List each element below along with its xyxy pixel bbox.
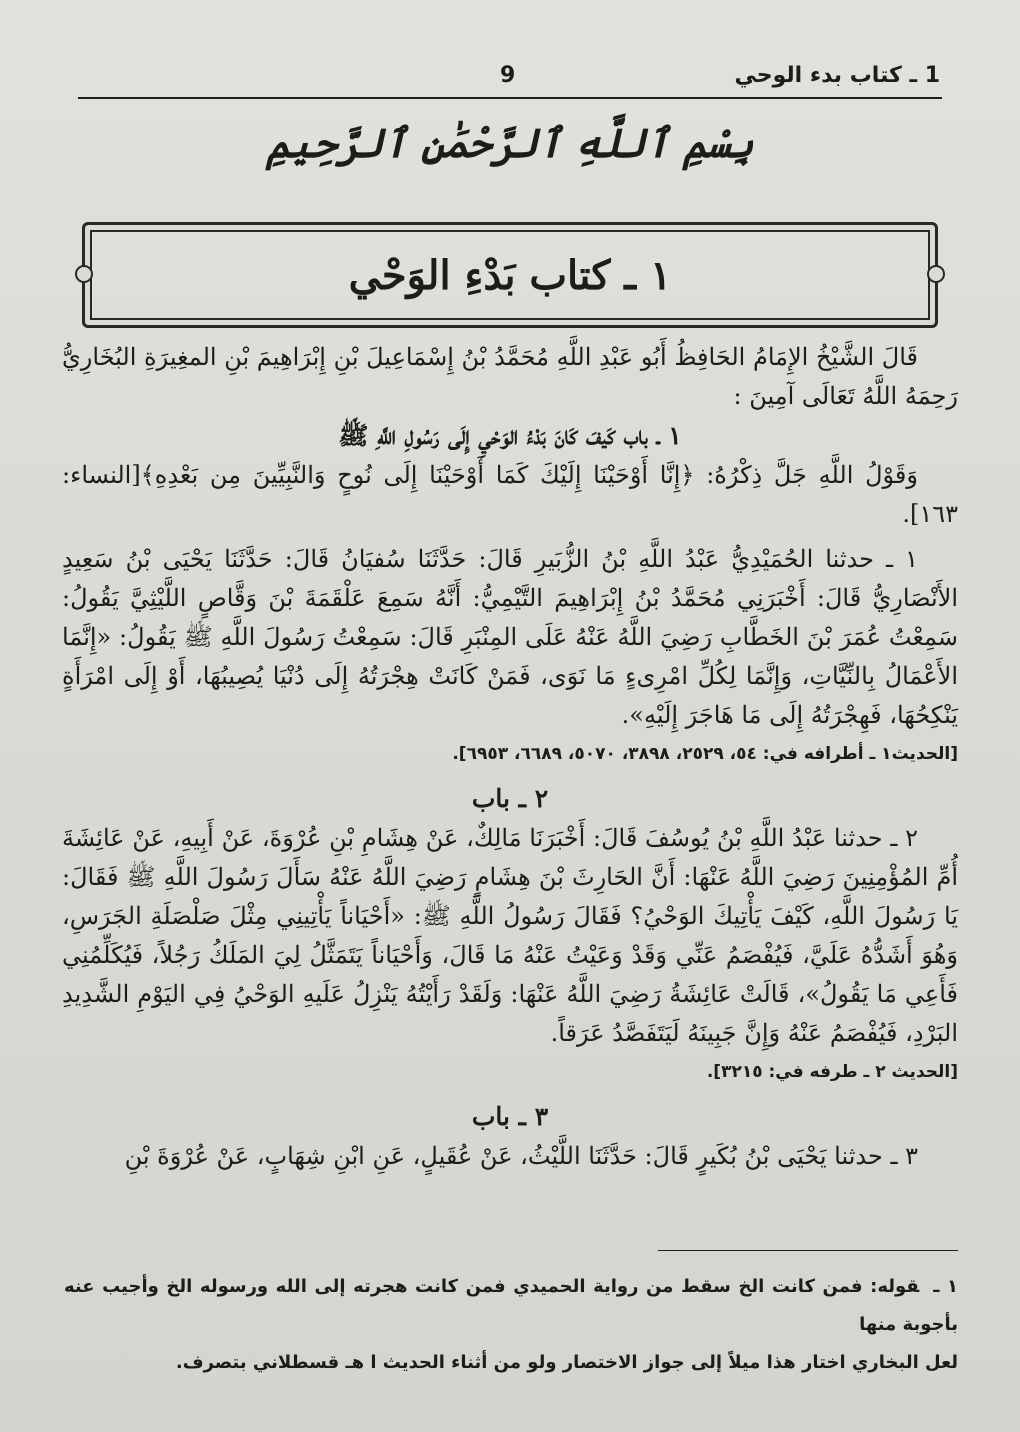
- footnote-divider: [658, 1250, 958, 1251]
- footnotes: [64, 1268, 958, 1382]
- bab3-heading: ٣ ـ باب: [471, 1102, 549, 1131]
- hadith-2: ٢ ـ حدثنا عَبْدُ اللَّهِ بْنُ يُوسُفَ قَالَ: أَخْبَرَنَا مَالِكٌ، عَنْ هِشَامِ بْنِ عُرْوَةَ، عَنْ أَبِيهِ، عَنْ عَائِشَةَ أُمِّ المُؤْمِنِينَ رَضِيَ اللَّهُ عَنْهَا: أَنَّ الحَارِثَ بْنَ هِشَامٍ رَضِيَ اللَّهُ عَنْهُ سَأَلَ رَسُولَ اللَّهِ ﷺ فَقَالَ: يَا رَسُولَ اللَّهِ، كَيْفَ يَأْتِيكَ الوَحْيُ؟ فَقَالَ رَسُولُ اللَّهِ ﷺ: «أَحْيَاناً يَأْتِينِي مِثْلَ صَلْصَلَةِ الجَرَسِ، وَهُوَ أَشَدُّهُ عَلَيَّ، فَيُفْصَمُ عَنِّي وَقَدْ وَعَيْتُ عَنْهُ مَا قَالَ، وَأَحْيَاناً يَتَمَثَّلُ لِيَ المَلَكُ رَجُلاً، فَيُكَلِّمُنِي فَأَعِي مَا يَقُولُ»، قَالَتْ عَائِشَةُ رَضِيَ اللَّهُ عَنْهَا: وَلَقَدْ رَأَيْتُهُ يَنْزِلُ عَلَيهِ الوَحْيُ فِي اليَوْمِ الشَّدِيدِ البَرْدِ، فَيُفْصَمُ عَنْهُ وَإِنَّ جَبِينَهُ لَيَتَفَصَّدُ عَرَقاً.: [62, 824, 958, 1047]
- hadith-1-reference: [الحديث١ ـ أطرافه في: ٥٤، ٢٥٢٩، ٣٨٩٨، ٥٠٧٠، ٦٦٨٩، ٦٩٥٣].: [452, 744, 958, 764]
- footnote-line-1: قوله: فمن كانت الخ سقط من رواية الحميدي فمن كانت هجرته إلى الله ورسوله الخ وأجيب عنه بأجوبة منها: [64, 1276, 958, 1335]
- bab1-heading: ١ ـ باب كَيفَ كَانَ بَدْءُ الوَحْيِ إِلَى رَسُولِ اللَّهِ ﷺ: [338, 421, 682, 450]
- book-title-frame: [82, 222, 938, 328]
- hadith-3-start: ٣ ـ حدثنا يَحْيَى بْنُ بُكَيرٍ قَالَ: حَدَّثَنَا اللَّيْثُ، عَنْ عُقَيلٍ، عَنِ ابْنِ شِهَابٍ، عَنْ عُرْوَةَ بْنِ: [124, 1142, 918, 1170]
- book-title: ١ ـ كتاب بَدْءِ الوَحْي: [348, 251, 672, 299]
- hadith-2-reference: [الحديث ٢ ـ طرفه في: ٣٢١٥].: [706, 1062, 958, 1082]
- footnote-1: [64, 1268, 958, 1344]
- basmala: بِسْمِ ٱللَّهِ ٱلرَّحْمَٰنِ ٱلرَّحِيمِ: [266, 120, 754, 167]
- main-text: [62, 338, 958, 1176]
- page-number: 9: [500, 63, 516, 88]
- header-divider: [78, 97, 942, 99]
- intro-paragraph: قَالَ الشَّيْخُ الإِمَامُ الحَافِظُ أَبُو عَبْدِ اللَّهِ مُحَمَّدُ بْنُ إِسْمَاعِيلَ بْنِ إِبْرَاهِيمَ بْنِ المغِيرَةِ البُخَارِيُّ رَحِمَهُ اللَّهُ تَعَالَى آمِينَ :: [62, 343, 958, 410]
- hadith-1: ١ ـ حدثنا الحُمَيْدِيُّ عَبْدُ اللَّهِ بْنُ الزُّبَيرِ قَالَ: حَدَّثَنَا سُفيَانُ قَالَ: حَدَّثَنَا يَحْيَى بْنُ سَعِيدٍ الأَنْصَارِيُّ قَالَ: أَخْبَرَنِي مُحَمَّدُ بْنُ إِبْرَاهِيمَ التَّيْمِيُّ: أَنَّهُ سَمِعَ عَلْقَمَةَ بْنَ وَقَّاصٍ اللَّيْثِيَّ يَقُولُ: سَمِعْتُ عُمَرَ بْنَ الخَطَّابِ رَضِيَ اللَّهُ عَنْهُ عَلَى المِنْبَرِ قَالَ: سَمِعْتُ رَسُولَ اللَّهِ ﷺ يَقُولُ: «إِنَّمَا الأَعْمَالُ بِالنِّيَّاتِ، وَإِنَّمَا لِكُلِّ امْرِىءٍ مَا نَوَى، فَمَنْ كَانَتْ هِجْرَتُهُ إِلَى دُنْيَا يُصِيبُهَا، أَوْ إِلَى امْرَأَةٍ يَنْكِحُهَا، فَهِجْرَتُهُ إِلَى مَا هَاجَرَ إِلَيْهِ».: [62, 545, 959, 729]
- footnote-line-2: لعل البخاري اختار هذا ميلاً إلى جواز الاختصار ولو من أثناء الحديث ا هـ قسطلاني بتصرف.: [175, 1352, 958, 1373]
- bab2-heading: ٢ ـ باب: [471, 784, 549, 813]
- running-header: [80, 48, 940, 88]
- running-header-chapter: 1 ـ كتاب بدء الوحي: [734, 63, 940, 88]
- bab1-text: وَقَوْلُ اللَّهِ جَلَّ ذِكْرُهُ: ﴿إِنَّا أَوْحَيْنَا إِلَيْكَ كَمَا أَوْحَيْنَا إِلَى نُوحٍ وَالنَّبِيِّينَ مِن بَعْدِهِ﴾[النساء: ١٦٣].: [62, 461, 958, 528]
- footnote-number: ١ ـ: [933, 1276, 958, 1297]
